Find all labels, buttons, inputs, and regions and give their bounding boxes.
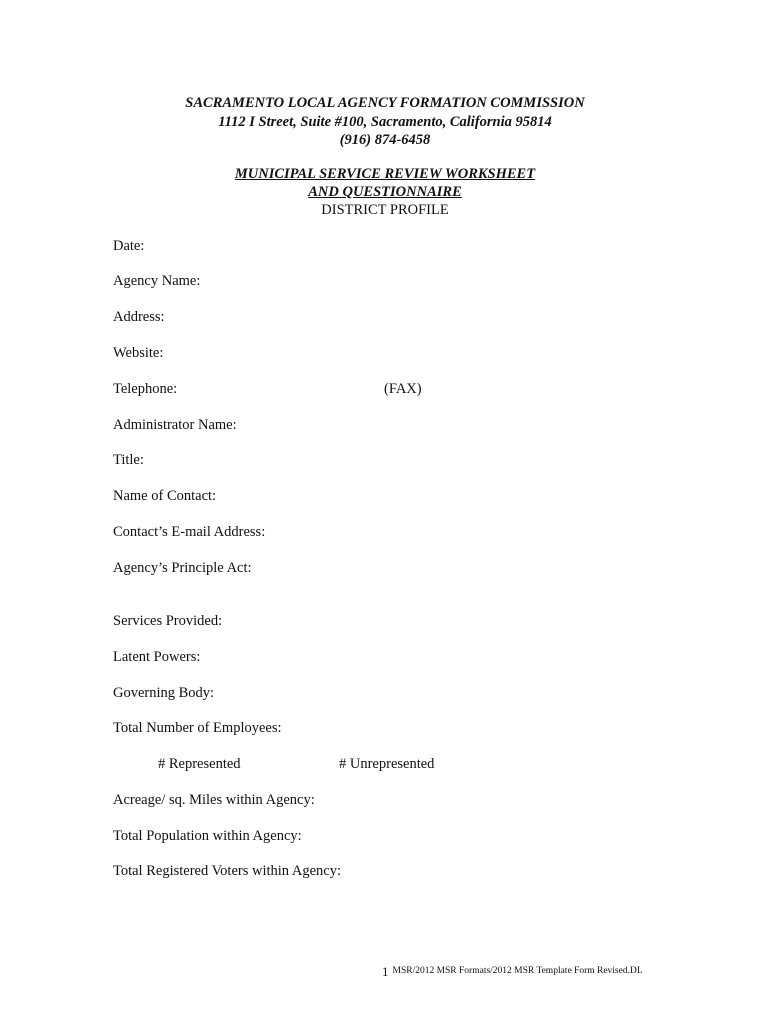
commission-address: 1112 I Street, Suite #100, Sacramento, California 95814 bbox=[218, 114, 552, 130]
field-website: Website: bbox=[113, 345, 164, 361]
field-represented: # Represented bbox=[158, 756, 241, 772]
page-footer bbox=[382, 964, 643, 980]
field-governing-body: Governing Body: bbox=[113, 685, 215, 701]
field-total-population: Total Population within Agency: bbox=[113, 828, 302, 844]
field-unrepresented: # Unrepresented bbox=[339, 756, 435, 772]
title-line-1: MUNICIPAL SERVICE REVIEW WORKSHEET bbox=[234, 166, 536, 182]
page-number: 1 bbox=[382, 964, 389, 979]
title-line-2: AND QUESTIONNAIRE bbox=[308, 184, 462, 200]
field-administrator-name: Administrator Name: bbox=[113, 417, 237, 433]
field-telephone: Telephone: bbox=[113, 381, 178, 397]
field-latent-powers: Latent Powers: bbox=[113, 649, 201, 665]
field-agency-name: Agency Name: bbox=[113, 273, 201, 289]
field-title: Title: bbox=[113, 452, 144, 468]
field-acreage: Acreage/ sq. Miles within Agency: bbox=[113, 792, 315, 808]
footer-file-path: MSR/2012 MSR Formats/2012 MSR Template Form Revised.DL bbox=[392, 966, 643, 976]
commission-name: SACRAMENTO LOCAL AGENCY FORMATION COMMISSION bbox=[185, 95, 585, 111]
field-registered-voters: Total Registered Voters within Agency: bbox=[113, 863, 341, 879]
field-name-of-contact: Name of Contact: bbox=[113, 488, 217, 504]
field-contact-email: Contact’s E-mail Address: bbox=[113, 524, 266, 540]
field-date: Date: bbox=[113, 238, 145, 254]
field-address: Address: bbox=[113, 309, 165, 325]
commission-phone: (916) 874-6458 bbox=[339, 132, 431, 148]
field-services-provided: Services Provided: bbox=[113, 613, 223, 629]
field-fax: (FAX) bbox=[384, 381, 422, 397]
field-principle-act: Agency’s Principle Act: bbox=[113, 560, 252, 576]
document-subtitle: DISTRICT PROFILE bbox=[321, 202, 449, 218]
field-total-employees: Total Number of Employees: bbox=[113, 720, 282, 736]
